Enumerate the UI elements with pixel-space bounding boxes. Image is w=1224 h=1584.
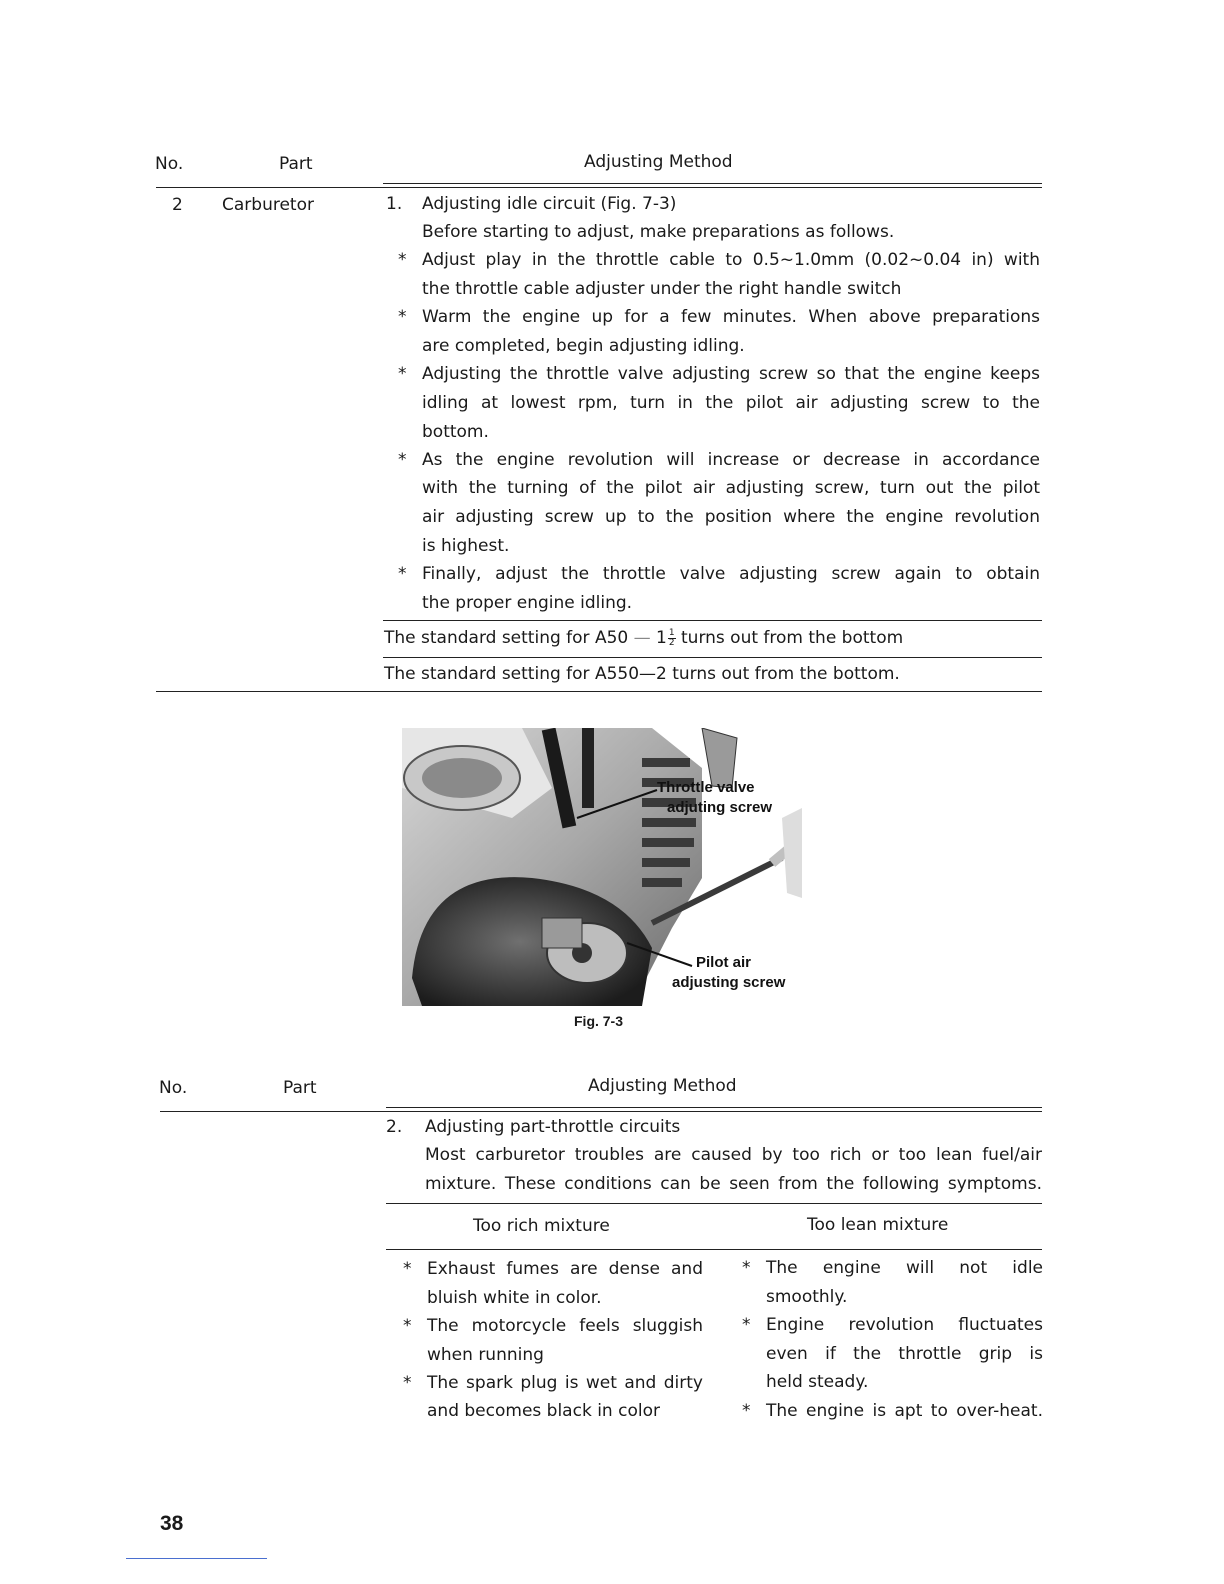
lean-star: *: [742, 1315, 751, 1335]
table1-header-part: Part: [279, 154, 313, 174]
bullet-line: with the turning of the pilot air adjusting screw, turn out the pilot: [422, 478, 1040, 498]
setting-rule-1: [383, 620, 1042, 621]
step1-title: Adjusting idle circuit (Fig. 7-3): [422, 194, 677, 214]
bullet-star: *: [398, 250, 407, 270]
lean-line: The engine is apt to over-heat.: [766, 1401, 1043, 1421]
bullet-line: the proper engine idling.: [422, 593, 633, 613]
step2-number: 2.: [386, 1117, 403, 1137]
rich-mixture-header: Too rich mixture: [473, 1216, 610, 1236]
rich-line: and becomes black in color: [427, 1401, 660, 1421]
bullet-line: the throttle cable adjuster under the right handle switch: [422, 279, 902, 299]
rich-star: *: [403, 1316, 412, 1336]
lean-line: held steady.: [766, 1372, 869, 1392]
bullet-line: air adjusting screw up to the position where the engine revolution: [422, 507, 1040, 527]
table2-header-rule: [386, 1107, 1042, 1108]
table1-header-no: No.: [155, 154, 184, 174]
table1-top-rule: [156, 187, 1042, 188]
table2-header-part: Part: [283, 1078, 317, 1098]
bullet-line: As the engine revolution will increase or decrease in accordance: [422, 450, 1040, 470]
row-part: Carburetor: [222, 195, 314, 215]
lean-line: The engine will not idle: [766, 1258, 1043, 1278]
step2-title: Adjusting part-throttle circuits: [425, 1117, 681, 1137]
step1-intro: Before starting to adjust, make preparations as follows.: [422, 222, 895, 242]
lean-line: Engine revolution fluctuates: [766, 1315, 1043, 1335]
lean-line: smoothly.: [766, 1287, 848, 1307]
carburetor-photo: [402, 728, 802, 1006]
lean-mixture-header: Too lean mixture: [807, 1215, 949, 1235]
page-number: 38: [160, 1512, 184, 1535]
callout-pilot-air: Pilot air adjusting screw: [672, 954, 786, 991]
row-number: 2: [172, 195, 183, 215]
table1-header-method: Adjusting Method: [584, 152, 733, 172]
symptom-header-bottom-rule: [386, 1249, 1042, 1250]
rich-star: *: [403, 1373, 412, 1393]
rich-line: Exhaust fumes are dense and: [427, 1259, 703, 1279]
figure-caption: Fig. 7-3: [574, 1013, 624, 1029]
standard-setting-a550: The standard setting for A550—2 turns out from the bottom.: [384, 664, 900, 684]
bullet-line: are completed, begin adjusting idling.: [422, 336, 745, 356]
setting-a50-suffix: turns out from the bottom: [681, 628, 904, 648]
table1-bottom-rule: [156, 691, 1042, 692]
setting-a50-whole: 1: [656, 628, 667, 648]
bullet-star: *: [398, 307, 407, 327]
setting-a50-prefix: The standard setting for A50: [384, 628, 629, 648]
rich-line: The motorcycle feels sluggish: [427, 1316, 703, 1336]
bullet-line: is highest.: [422, 536, 510, 556]
table2-header-method: Adjusting Method: [588, 1076, 737, 1096]
bullet-line: Finally, adjust the throttle valve adjusting screw again to obtain: [422, 564, 1040, 584]
setting-a50-fraction: $\frac{1}{2}$: [668, 627, 675, 648]
table2-header-no: No.: [159, 1078, 188, 1098]
rich-line: bluish white in color.: [427, 1288, 602, 1308]
step1-number: 1.: [386, 194, 403, 214]
rich-star: *: [403, 1259, 412, 1279]
footer-link-underline: [126, 1558, 267, 1559]
table2-top-rule: [160, 1111, 1042, 1112]
standard-setting-a50: The standard setting for A50 — 1 $\frac{1}{2}$ turns out from the bottom: [384, 627, 904, 648]
rich-line: when running: [427, 1345, 544, 1365]
lean-star: *: [742, 1401, 751, 1421]
symptom-header-top-rule: [386, 1203, 1042, 1204]
bullet-line: Warm the engine up for a few minutes. When above preparations: [422, 307, 1040, 327]
lean-line: even if the throttle grip is: [766, 1344, 1043, 1364]
setting-rule-2: [383, 657, 1042, 658]
bullet-line: Adjust play in the throttle cable to 0.5~1.0mm (0.02~0.04 in) with: [422, 250, 1040, 270]
callout-throttle-valve: Throttle valve adjuting screw: [657, 779, 773, 816]
step2-intro-line: Most carburetor troubles are caused by too rich or too lean fuel/air: [425, 1145, 1042, 1165]
bullet-line: idling at lowest rpm, turn in the pilot air adjusting screw to the: [422, 393, 1040, 413]
bullet-star: *: [398, 564, 407, 584]
bullet-line: Adjusting the throttle valve adjusting screw so that the engine keeps: [422, 364, 1040, 384]
bullet-star: *: [398, 364, 407, 384]
bullet-line: bottom.: [422, 422, 489, 442]
rich-line: The spark plug is wet and dirty: [427, 1373, 703, 1393]
step2-intro-line: mixture. These conditions can be seen from the following symptoms.: [425, 1174, 1042, 1194]
table1-header-rule: [383, 183, 1042, 184]
bullet-star: *: [398, 450, 407, 470]
lean-star: *: [742, 1258, 751, 1278]
